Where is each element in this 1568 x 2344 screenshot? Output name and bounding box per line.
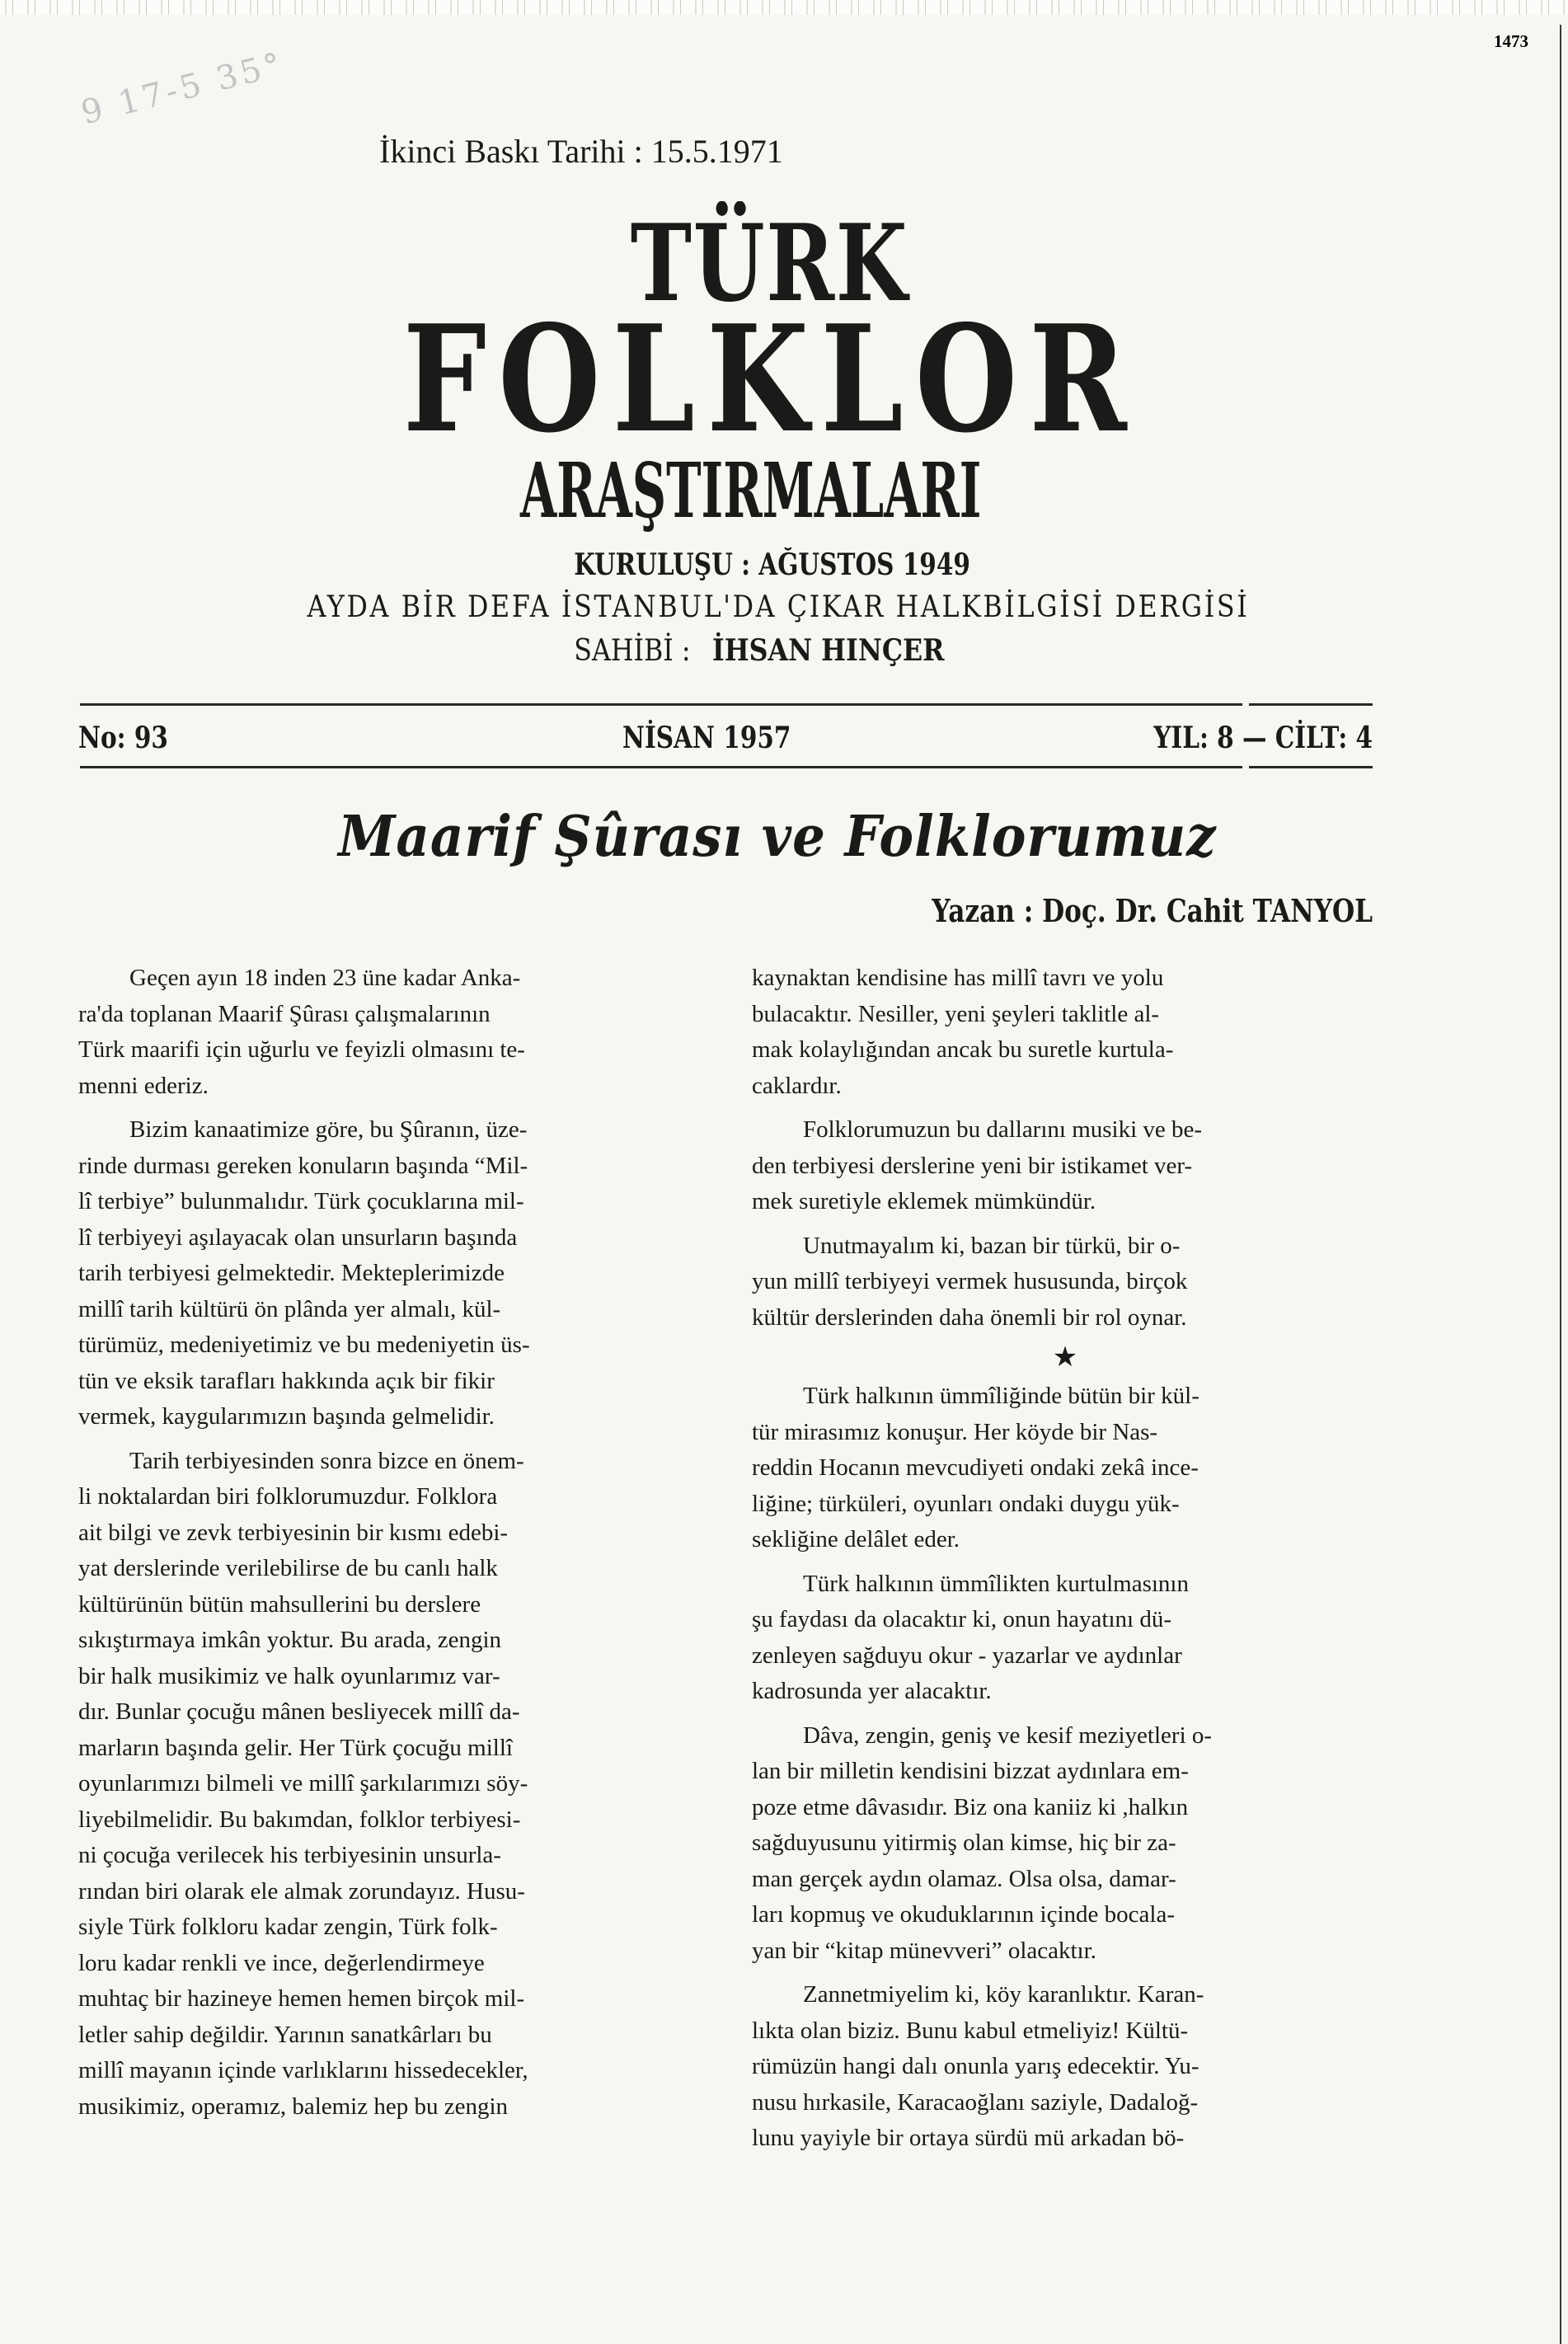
founded-line: KURULUŞU : AĞUSTOS 1949 [574,547,970,582]
text-line [78,1909,705,1946]
text-line-content: lıkta olan biziz. Bunu kabul etmeliyiz! Kültü- [752,2017,1189,2044]
text-line [78,2053,705,2089]
text-line-content: Türk halkının ümmîliğinde bütün bir kül- [803,1383,1199,1409]
text-line-content: ait bilgi ve zevk terbiyesinin bir kısmı edebi- [78,1519,509,1546]
issue-date: NİSAN 1957 [622,721,791,755]
page-number: 1473 [1494,31,1528,51]
article-column-right [752,961,1378,2157]
text-line-content: Unutmayalım ki, bazan bir türkü, bir o- [803,1232,1181,1259]
text-line [752,1300,1378,1336]
text-line [752,1487,1378,1523]
text-line-content: loru kadar renkli ve ince, değerlendirmeye [78,1949,485,1976]
text-line [78,1551,705,1587]
text-line-content: millî tarih kültürü ön plânda yer almalı, kül- [78,1295,501,1322]
text-line [752,1069,1378,1105]
text-line-content: Türk maarifi için uğurlu ve feyizli olmasını te- [78,1036,525,1063]
owner-name: İHSAN HINÇER [711,633,945,668]
text-line [78,1515,705,1552]
text-line [78,1587,705,1623]
text-line-content: bir halk musikimiz ve halk oyunlarımız var- [78,1662,500,1689]
text-line-content: den terbiyesi derslerine yeni bir istikamet ver- [752,1152,1193,1179]
paragraph-gap [752,1558,1378,1567]
text-line [78,2089,705,2126]
text-line [752,1674,1378,1710]
text-line [752,1602,1378,1638]
article-paragraph [752,1718,1378,1970]
top-rule [80,703,1242,706]
article-paragraph [752,1112,1378,1220]
text-line [752,1862,1378,1898]
paragraph-gap [78,1435,705,1444]
text-line-content: Türk halkının ümmîlikten kurtulmasının [803,1570,1189,1597]
article-paragraph [78,961,705,1104]
text-line [78,1659,705,1695]
text-line [78,1874,705,1910]
text-line-content: kültür derslerinden daha önemli bir rol oynar. [752,1304,1187,1331]
text-line-content: vermek, kaygularımızın başında gelmelidir. [78,1403,495,1430]
text-line [752,1264,1378,1300]
text-line-content: ları kopmuş ve okuduklarının içinde bocala- [752,1901,1175,1928]
masthead-title-arastirmalari: ARAŞTIRMALARI [519,446,982,535]
text-line-content: muhtaç bir hazineye hemen hemen birçok mil- [78,1985,525,2012]
text-line [752,1112,1378,1149]
text-line-content: tün ve eksik tarafları hakkında açık bir fikir [78,1367,495,1394]
article-paragraph [752,1228,1378,1336]
text-line [78,1694,705,1731]
text-line-content: poze etme dâvasıdır. Biz ona kaniiz ki ,halkın [752,1793,1189,1820]
text-line [752,2085,1378,2121]
text-line-content: yat derslerinde verilebilirse de bu canlı halk [78,1555,498,1581]
text-line-content: lî terbiyeyi aşılayacak olan unsurların başında [78,1224,518,1251]
pencil-annotation: 9 17-5 35° [77,45,289,133]
text-line-content: Folklorumuzun bu dallarını musiki ve be- [803,1116,1203,1143]
text-line [78,1444,705,1480]
text-line-content: ni çocuğa verilecek his terbiyesinin unsurla- [78,1842,501,1868]
text-line [752,1718,1378,1754]
star-separator-icon: ★ [1052,1341,1078,1374]
issue-info-row [78,717,1373,759]
text-line [752,1379,1378,1415]
masthead-title-folklor: FOLKLOR [402,293,1139,465]
text-line [752,2049,1378,2085]
text-line-content: menni ederiz. [78,1072,209,1099]
article-paragraph [752,961,1378,1104]
article-paragraph [752,1977,1378,2157]
text-line-content: marların başında gelir. Her Türk çocuğu millî [78,1734,513,1761]
text-line [78,1184,705,1220]
text-line-content: musikimiz, operamız, balemiz hep bu zengin [78,2093,509,2120]
text-line-content: lan bir milletin kendisini bizzat aydınlara em- [752,1758,1189,1784]
text-line-content: man gerçek aydın olamaz. Olsa olsa, damar- [752,1865,1176,1892]
text-line-content: tür mirasımız konuşur. Her köyde bir Nas- [752,1418,1158,1445]
text-line-content: liğine; türküleri, oyunları ondaki duygu yük- [752,1490,1180,1517]
text-line-content: sıkıştırmaya imkân yoktur. Bu arada, zengin [78,1627,502,1653]
text-line-content: rümüzün hangi dalı onunla yarış edecektir. Yu- [752,2053,1199,2079]
text-line [78,961,705,997]
text-line-content: rinde durması gereken konuların başında “Mil- [78,1152,528,1179]
article-column-left [78,961,705,2125]
text-line-content: liyebilmelidir. Bu bakımdan, folklor terbiyesi- [78,1806,521,1833]
bottom-rule-short [1249,766,1373,768]
text-line [78,1112,705,1149]
text-line-content: şu faydası da olacaktır ki, onun hayatını dü- [752,1606,1171,1632]
scan-edge-strip [0,0,1568,15]
text-line-content: oyunlarımızı bilmeli ve millî şarkılarımızı söy- [78,1770,528,1797]
text-line [78,997,705,1033]
text-line-content: türümüz, medeniyetimiz ve bu medeniyetin üs- [78,1332,530,1358]
text-line [78,1802,705,1839]
text-line-content: yan bir “kitap münevveri” olacaktır. [752,1937,1096,1964]
article-paragraph [78,1444,705,2126]
text-line-content: Zannetmiyelim ki, köy karanlıktır. Karan- [803,1981,1204,2008]
text-line [752,1977,1378,2013]
second-print-date: İkinci Baskı Tarihi : 15.5.1971 [379,133,783,170]
text-line [78,1256,705,1292]
text-line-content: yun millî terbiyeyi vermek hususunda, birçok [752,1268,1188,1294]
text-line [78,1327,705,1364]
text-line-content: ra'da toplanan Maarif Şûrası çalışmalarının [78,1000,491,1027]
text-line-content: letler sahip değildir. Yarının sanatkârları bu [78,2021,492,2048]
text-line [78,1292,705,1328]
text-line [78,1399,705,1435]
text-line [752,1149,1378,1185]
text-line [752,1790,1378,1826]
text-line-content: mak kolaylığından ancak bu suretle kurtula- [752,1036,1174,1063]
text-line [752,1522,1378,1558]
issue-number: No: 93 [78,721,168,755]
top-rule-short [1249,703,1373,706]
text-line [752,1638,1378,1675]
text-line-content: mek suretiyle eklemek mümkündür. [752,1188,1096,1214]
text-line-content: lunu yayiyle bir ortaya sürdü mü arkadan bö- [752,2125,1185,2151]
text-line-content: bulacaktır. Nesiller, yeni şeyleri taklitle al- [752,1000,1160,1027]
text-line [752,1754,1378,1790]
text-line-content: zenleyen sağduyu okur - yazarlar ve aydınlar [752,1642,1182,1669]
text-line-content: kaynaktan kendisine has millî tavrı ve yolu [752,965,1164,991]
text-line [752,961,1378,997]
article-paragraph [752,1379,1378,1558]
text-line [752,1184,1378,1220]
text-line [752,1228,1378,1265]
magazine-tagline: AYDA BİR DEFA İSTANBUL'DA ÇIKAR HALKBİLGİSİ DERGİSİ [307,590,1250,624]
text-line [78,1981,705,2018]
text-line-content: Geçen ayın 18 inden 23 üne kadar Anka- [129,965,521,991]
paragraph-gap [752,1710,1378,1718]
text-line-content: caklardır. [752,1072,842,1099]
text-line-content: lî terbiye” bulunmalıdır. Türk çocuklarına mil- [78,1188,524,1214]
text-line [78,1479,705,1515]
text-line [752,1825,1378,1862]
text-line-content: kültürünün bütün mahsullerini bu derslere [78,1590,481,1618]
text-line [78,1149,705,1185]
text-line [752,1567,1378,1603]
text-line-content: rından biri olarak ele almak zorundayız. Husu- [78,1877,525,1905]
text-line [78,1623,705,1659]
issue-volume: YIL: 8 — CİLT: 4 [1153,721,1373,755]
text-line [752,997,1378,1033]
text-line-content: siyle Türk folkloru kadar zengin, Türk folk- [78,1914,498,1940]
text-line [752,1897,1378,1933]
text-line-content: nusu hırkasile, Karacaoğlanı saziyle, Dadaloğ- [752,2088,1199,2116]
article-paragraph [752,1567,1378,1710]
text-line [752,2013,1378,2050]
owner-line [69,632,1449,669]
text-line-content: Bizim kanaatimize göre, bu Şûranın, üze- [129,1116,528,1143]
text-line [752,1933,1378,1970]
masthead-title-turk: TÜRK [630,202,909,326]
text-line [752,1032,1378,1069]
text-line-content: reddin Hocanın mevcudiyeti ondaki zekâ ince- [752,1454,1199,1481]
text-line-content: Tarih terbiyesinden sonra bizce en önem- [129,1447,524,1474]
text-line-content: dır. Bunlar çocuğu mânen besliyecek millî da- [78,1698,520,1725]
bottom-rule [80,766,1242,768]
text-line [78,1032,705,1069]
text-line [78,2018,705,2054]
text-line-content: tarih terbiyesi gelmektedir. Mekteplerimizde [78,1260,505,1286]
paragraph-gap [78,1104,705,1112]
text-line-content: kadrosunda yer alacaktır. [752,1678,992,1704]
text-line [752,1415,1378,1451]
owner-label: SAHİBİ : [574,634,691,668]
text-line-content: millî mayanın içinde varlıklarını hissedecekler, [78,2057,528,2083]
text-line-content: sekliğine delâlet eder. [752,1526,960,1552]
text-line [78,1766,705,1802]
article-paragraph [78,1112,705,1435]
article-title: Maarif Şûrası ve Folklorumuz [338,804,1217,870]
text-line-content: Dâva, zengin, geniş ve kesif meziyetleri o- [803,1722,1213,1749]
text-line [78,1220,705,1257]
paragraph-gap [752,1220,1378,1228]
text-line-content: sağduyusunu yitirmiş olan kimse, hiç bir za- [752,1830,1176,1856]
text-line [78,1364,705,1400]
text-line [78,1838,705,1874]
text-line [78,1946,705,1982]
paragraph-gap [752,1104,1378,1112]
page-edge-line [1560,25,1561,2344]
text-line [78,1069,705,1105]
text-line [78,1731,705,1767]
text-line-content: li noktalardan biri folklorumuzdur. Folklora [78,1483,498,1510]
paragraph-gap [752,1969,1378,1977]
article-byline: Yazan : Doç. Dr. Cahit TANYOL [932,892,1373,929]
text-line [752,2121,1378,2157]
text-line [752,1450,1378,1487]
